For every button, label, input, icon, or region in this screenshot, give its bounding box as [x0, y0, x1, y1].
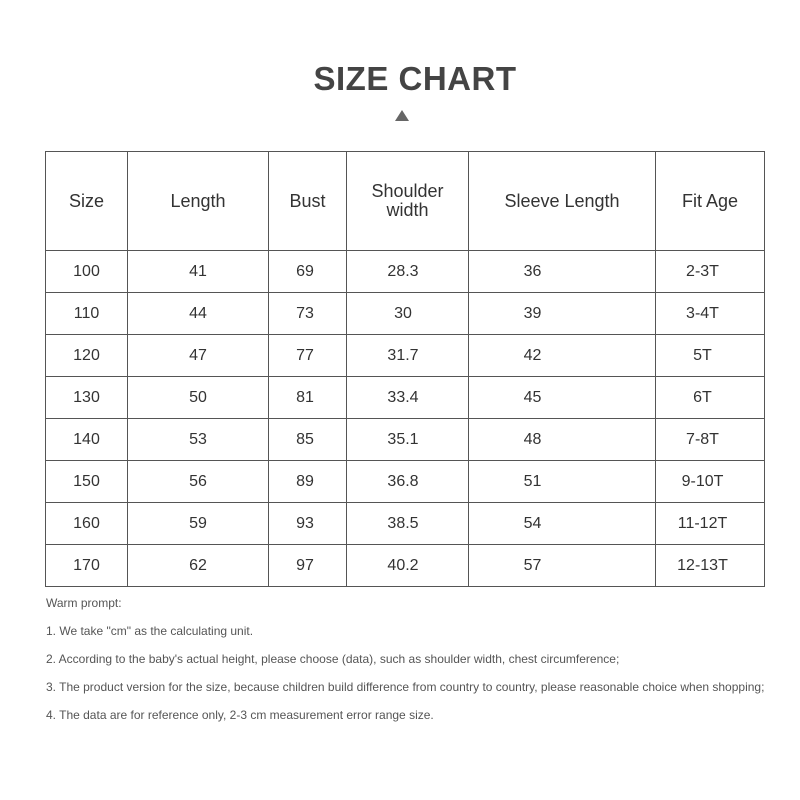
table-cell-size: 120	[46, 335, 128, 377]
table-cell-shoulder-width: 35.1	[347, 419, 469, 461]
table-cell-bust: 69	[269, 251, 347, 293]
table-cell-fit-age: 5T	[656, 335, 765, 377]
table-row	[46, 461, 765, 503]
column-header-shoulder-width: Shoulder width	[347, 152, 469, 251]
table-cell-sleeve-length: 45	[469, 377, 656, 419]
table-cell-length: 47	[128, 335, 269, 377]
column-header-length: Length	[128, 152, 269, 251]
table-cell-sleeve-length: 51	[469, 461, 656, 503]
table-cell-bust: 77	[269, 335, 347, 377]
table-cell-sleeve-length: 42	[469, 335, 656, 377]
table-cell-sleeve-length: 39	[469, 293, 656, 335]
page-title: SIZE CHART	[313, 60, 517, 97]
notes-section	[46, 596, 786, 736]
table-cell-size: 160	[46, 503, 128, 545]
table-cell-size: 170	[46, 545, 128, 587]
column-header-bust: Bust	[269, 152, 347, 251]
table-cell-bust: 89	[269, 461, 347, 503]
table-cell-shoulder-width: 38.5	[347, 503, 469, 545]
note-item: 2. According to the baby's actual height, please choose (data), such as shoulder width, chest circumference;	[46, 652, 620, 666]
note-item: 3. The product version for the size, because children build difference from country to country, please reasonable choice when shopping;	[46, 680, 765, 694]
table-cell-fit-age: 7-8T	[656, 419, 765, 461]
table-cell-size: 100	[46, 251, 128, 293]
table-cell-length: 59	[128, 503, 269, 545]
table-cell-sleeve-length: 36	[469, 251, 656, 293]
table-cell-length: 41	[128, 251, 269, 293]
triangle-up-icon	[395, 110, 409, 121]
table-cell-shoulder-width: 31.7	[347, 335, 469, 377]
table-cell-sleeve-length: 57	[469, 545, 656, 587]
table-header-row	[46, 152, 765, 251]
table-row	[46, 251, 765, 293]
table-cell-bust: 93	[269, 503, 347, 545]
table-row	[46, 377, 765, 419]
table-cell-sleeve-length: 48	[469, 419, 656, 461]
table-row	[46, 419, 765, 461]
table-cell-shoulder-width: 40.2	[347, 545, 469, 587]
table-cell-sleeve-length: 54	[469, 503, 656, 545]
table-cell-fit-age: 11-12T	[656, 503, 765, 545]
table-cell-size: 110	[46, 293, 128, 335]
table-cell-bust: 85	[269, 419, 347, 461]
table-cell-bust: 81	[269, 377, 347, 419]
table-cell-shoulder-width: 28.3	[347, 251, 469, 293]
table-cell-shoulder-width: 36.8	[347, 461, 469, 503]
table-cell-length: 44	[128, 293, 269, 335]
table-cell-size: 140	[46, 419, 128, 461]
table-cell-fit-age: 2-3T	[656, 251, 765, 293]
table-row	[46, 293, 765, 335]
table-cell-fit-age: 12-13T	[656, 545, 765, 587]
table-body	[46, 251, 765, 587]
table-cell-bust: 97	[269, 545, 347, 587]
note-item: 1. We take "cm" as the calculating unit.	[46, 624, 254, 638]
column-header-sleeve-length: Sleeve Length	[469, 152, 656, 251]
table-cell-length: 50	[128, 377, 269, 419]
table-cell-length: 56	[128, 461, 269, 503]
table-cell-length: 62	[128, 545, 269, 587]
table-cell-fit-age: 9-10T	[656, 461, 765, 503]
column-header-fit-age: Fit Age	[656, 152, 765, 251]
table-cell-fit-age: 3-4T	[656, 293, 765, 335]
table-cell-size: 150	[46, 461, 128, 503]
table-cell-bust: 73	[269, 293, 347, 335]
table-cell-shoulder-width: 30	[347, 293, 469, 335]
table-row	[46, 335, 765, 377]
table-cell-size: 130	[46, 377, 128, 419]
table-cell-fit-age: 6T	[656, 377, 765, 419]
size-chart-table	[45, 151, 765, 587]
note-item: 4. The data are for reference only, 2-3 cm measurement error range size.	[46, 708, 434, 722]
column-header-size: Size	[46, 152, 128, 251]
table-row	[46, 545, 765, 587]
table-row	[46, 503, 765, 545]
notes-heading: Warm prompt:	[46, 596, 122, 610]
table-cell-shoulder-width: 33.4	[347, 377, 469, 419]
table-cell-length: 53	[128, 419, 269, 461]
